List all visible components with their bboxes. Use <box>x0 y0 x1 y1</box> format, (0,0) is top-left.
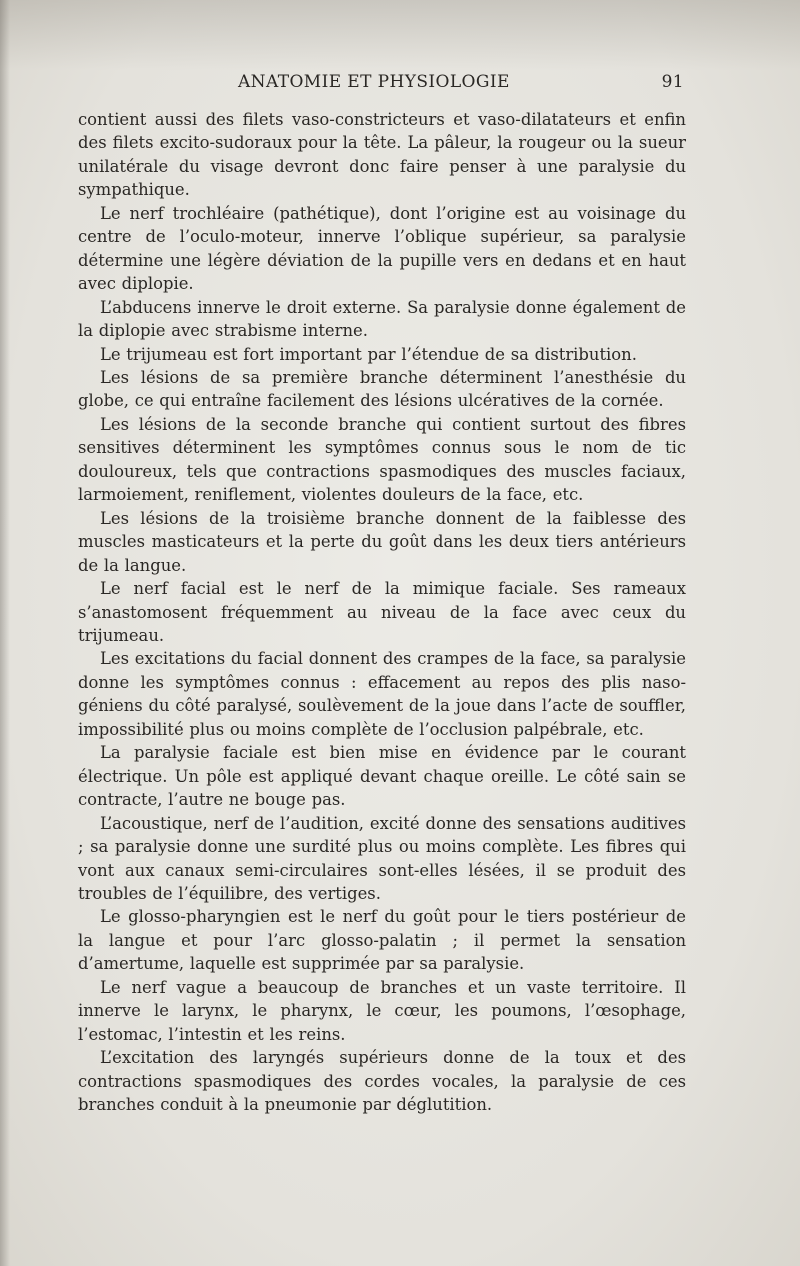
page-number: 91 <box>661 72 684 92</box>
running-head <box>78 72 684 98</box>
paragraph: Les lésions de la seconde branche qui contient surtout des fibres sensitives déterminent les symptômes connus sous le nom de tic douloureux, tels que contractions spasmodiques des muscles faciaux, larmoiement, reniflement, violentes douleurs de la face, etc. <box>78 414 686 505</box>
paragraph: Le nerf vague a beaucoup de branches et un vaste territoire. Il innerve le larynx, le pharynx, le cœur, les poumons, l’œsophage, l’estomac, l’intestin et les reins. <box>78 977 686 1044</box>
paragraph: L’excitation des laryngés supérieurs donne de la toux et des contractions spasmodiques des cordes vocales, la paralysie de ces branches conduit à la pneumonie par déglutition. <box>78 1048 686 1115</box>
paragraph: L’abducens innerve le droit externe. Sa paralysie donne également de la diplopie avec strabisme interne. <box>78 297 686 341</box>
body-text <box>78 108 686 1116</box>
paragraph: Le nerf trochléaire (pathétique), dont l’origine est au voisinage du centre de l’oculo-moteur, innerve l’oblique supérieur, sa paralysie détermine une légère déviation de la pupille vers en dedans et en haut avec diplopie. <box>78 203 686 294</box>
paragraph: Les lésions de la troisième branche donnent de la faiblesse des muscles masticateurs et la perte du goût dans les deux tiers antérieurs de la langue. <box>78 508 686 575</box>
paragraph: Le trijumeau est fort important par l’étendue de sa distribution. <box>100 344 637 364</box>
paragraph: Les lésions de sa première branche déterminent l’anesthésie du globe, ce qui entraîne facilement des lésions ulcératives de la cornée. <box>78 367 686 411</box>
paragraph: contient aussi des filets vaso-constricteurs et vaso-dilatateurs et enfin des filets excito-sudoraux pour la tête. La pâleur, la rougeur ou la sueur unilatérale du visage devront donc faire penser à une paralysie du sympathique. <box>78 110 686 200</box>
paragraph: La paralysie faciale est bien mise en évidence par le courant électrique. Un pôle est appliqué devant chaque oreille. Le côté sain se contracte, l’autre ne bouge pas. <box>78 743 686 810</box>
paragraph: L’acoustique, nerf de l’audition, excité donne des sensations auditives ; sa paralysie donne une surdité plus ou moins complète. Les fibres qui vont aux canaux semi-circulaires sont-elles lésées, il se produit des troubles de l’équilibre, des vertiges. <box>78 813 686 903</box>
paragraph: Les excitations du facial donnent des crampes de la face, sa paralysie donne les symptômes connus : effacement au repos des plis naso-géniens du côté paralysé, soulèvement de la joue dans l’acte de souffler, impossibilité plus ou moins complète de l’occlusion palpébrale, etc. <box>78 649 686 739</box>
paragraph: Le nerf facial est le nerf de la mimique faciale. Ses rameaux s’anastomosent fréquemment au niveau de la face avec ceux du trijumeau. <box>78 579 686 645</box>
running-title: ANATOMIE ET PHYSIOLOGIE <box>238 72 510 92</box>
paragraph: Le glosso-pharyngien est le nerf du goût pour le tiers postérieur de la langue et pour l’arc glosso-palatin ; il permet la sensation d’amertume, laquelle est supprimée par sa paralysie. <box>78 907 686 974</box>
